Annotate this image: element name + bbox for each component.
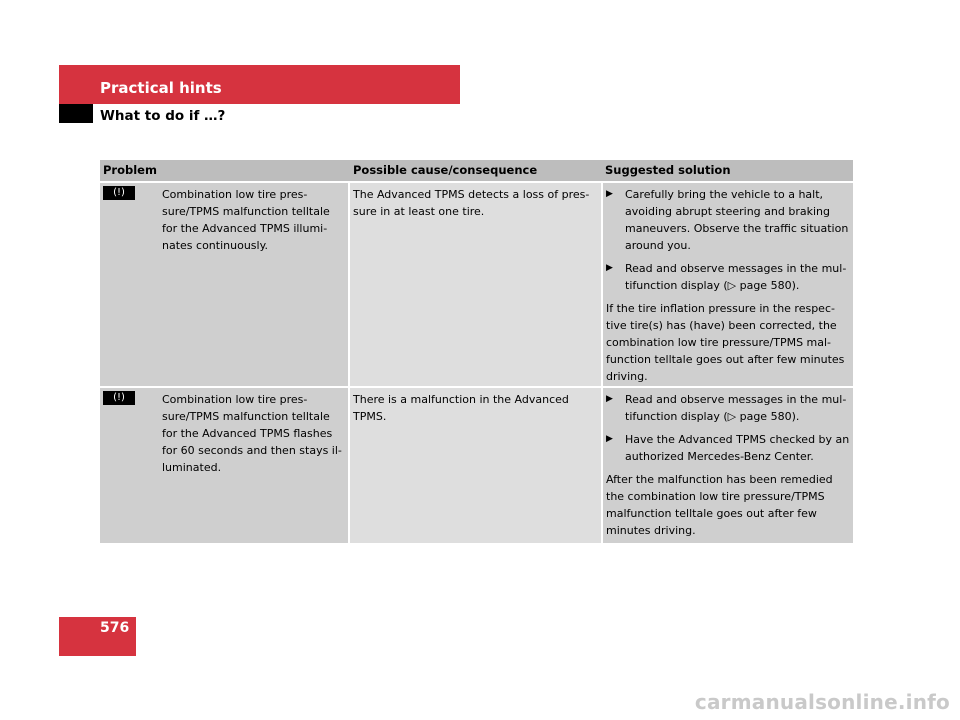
list-item — [606, 186, 850, 254]
tire-pressure-warning-icon: (!) — [103, 391, 135, 405]
arrow-bullet-icon: ▶ — [606, 434, 613, 444]
subsection-marker — [59, 104, 93, 123]
solution-step: Have the Advanced TPMS checked by an authorized Mercedes-Benz Center. — [625, 433, 850, 463]
solution-step: Read and observe messages in the mul-tifunction display (▷ page 580). — [625, 393, 847, 423]
column-header-cause: Possible cause/consequence — [353, 163, 538, 177]
table-row — [100, 183, 853, 386]
solution-cell — [603, 388, 853, 543]
tire-pressure-warning-icon: (!) — [103, 186, 135, 200]
page-number: 576 — [100, 620, 130, 636]
watermark: carmanualsonline.info — [694, 690, 950, 714]
problem-text: Combination low tire pres-sure/TPMS malfunction telltale for the Advanced TPMS flashes for 60 seconds and then stays il-luminated. — [162, 393, 342, 474]
subsection-title: What to do if …? — [100, 108, 226, 124]
arrow-bullet-icon: ▶ — [606, 394, 613, 404]
section-title: Practical hints — [100, 79, 222, 97]
column-header-solution: Suggested solution — [605, 163, 731, 177]
list-item — [606, 391, 850, 425]
cause-cell: There is a malfunction in the Advanced TPMS. — [350, 388, 601, 543]
table-row — [100, 388, 853, 543]
table-header — [100, 160, 853, 181]
solution-step: Carefully bring the vehicle to a halt, avoiding abrupt steering and braking maneuvers. Observe the traffic situation around you. — [625, 188, 849, 252]
problem-cell — [100, 388, 348, 543]
problem-cell — [100, 183, 348, 386]
list-item — [606, 431, 850, 465]
troubleshooting-table — [100, 160, 853, 545]
arrow-bullet-icon: ▶ — [606, 263, 613, 273]
solution-note: After the malfunction has been remedied the combination low tire pressure/TPMS malfunction telltale goes out after few minutes driving. — [606, 473, 833, 537]
column-header-problem: Problem — [103, 163, 157, 177]
list-item — [606, 260, 850, 294]
problem-text: Combination low tire pres-sure/TPMS malfunction telltale for the Advanced TPMS illumi-nates continuously. — [162, 188, 330, 252]
solution-step: Read and observe messages in the mul-tifunction display (▷ page 580). — [625, 262, 847, 292]
cause-cell: The Advanced TPMS detects a loss of pres-sure in at least one tire. — [350, 183, 601, 386]
solution-cell — [603, 183, 853, 386]
arrow-bullet-icon: ▶ — [606, 189, 613, 199]
solution-note: If the tire inflation pressure in the respec-tive tire(s) has (have) been corrected, the combination low tire pressure/TPMS mal-function telltale goes out after few minutes driving. — [606, 302, 845, 383]
